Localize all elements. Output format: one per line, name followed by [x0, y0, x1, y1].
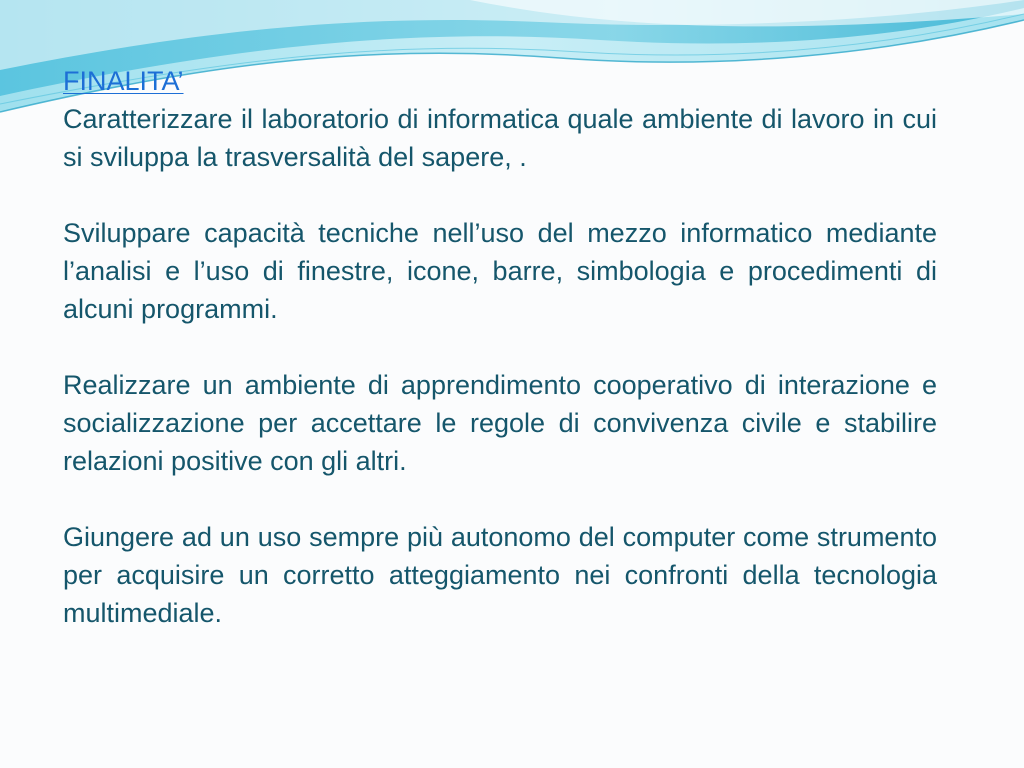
slide-content	[63, 62, 937, 670]
paragraph-3: Realizzare un ambiente di apprendimento cooperativo di interazione e socializzazione per accettare le regole di convivenza civile e stabilire relazioni positive con gli altri.	[63, 370, 937, 476]
slide-title: FINALITA’	[63, 66, 184, 96]
paragraph-2: Sviluppare capacità tecniche nell’uso del mezzo informatico mediante l’analisi e l’uso di finestre, icone, barre, simbologia e procedimenti di alcuni programmi.	[63, 218, 937, 324]
paragraph-1: Caratterizzare il laboratorio di informatica quale ambiente di lavoro in cui si sviluppa la trasversalità del sapere, .	[63, 104, 937, 172]
paragraph-4: Giungere ad un uso sempre più autonomo del computer come strumento per acquisire un corretto atteggiamento nei confronti della tecnologia multimediale.	[63, 522, 937, 628]
